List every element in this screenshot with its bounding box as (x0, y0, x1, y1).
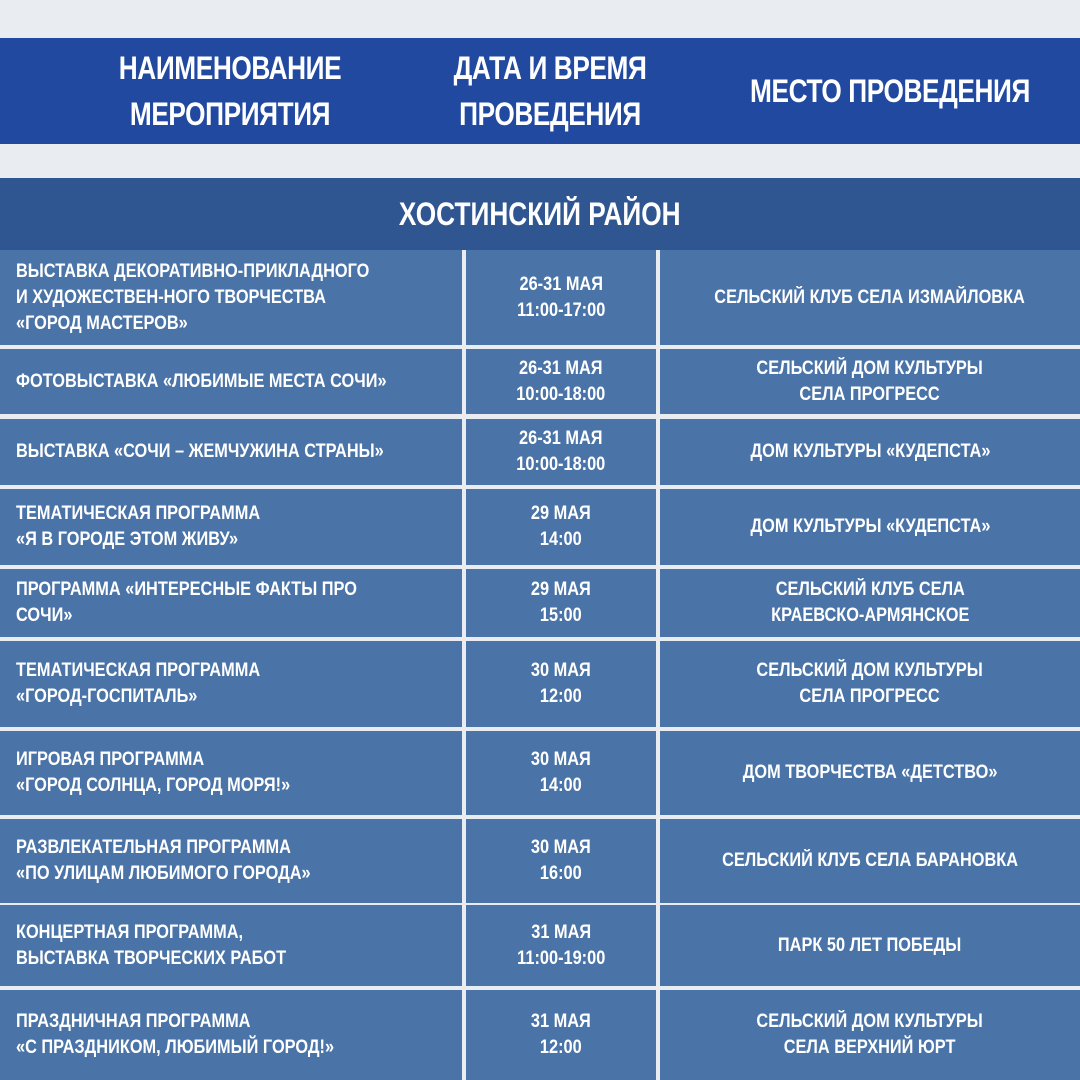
event-place-cell (660, 905, 1080, 986)
event-name-cell (0, 641, 462, 727)
event-name-cell (0, 905, 462, 986)
event-name-cell-text: РАЗВЛЕКАТЕЛЬНАЯ ПРОГРАММА «ПО УЛИЦАМ ЛЮБИМОГО ГОРОДА» (16, 837, 311, 884)
table-row (0, 419, 1080, 485)
event-date-cell (466, 905, 656, 986)
event-name-cell (0, 489, 462, 565)
event-name-cell-text: ВЫСТАВКА ДЕКОРАТИВНО-ПРИКЛАДНОГО И ХУДОЖЕСТВЕН-НОГО ТВОРЧЕСТВА «ГОРОД МАСТЕРОВ» (16, 260, 370, 334)
event-name-cell-text: ПРАЗДНИЧНАЯ ПРОГРАММА «С ПРАЗДНИКОМ, ЛЮБИМЫЙ ГОРОД!» (16, 1011, 335, 1058)
event-place-cell (660, 990, 1080, 1080)
event-place-cell (660, 819, 1080, 903)
event-date-cell (466, 349, 656, 414)
table-row (0, 641, 1080, 727)
event-date-cell-text: 26-31 МАЯ 11:00-17:00 (516, 273, 606, 321)
event-name-cell (0, 419, 462, 485)
event-place-cell-text: СЕЛЬСКИЙ КЛУБ СЕЛА КРАЕВСКО-АРМЯНСКОЕ (770, 579, 970, 626)
event-date-cell (466, 819, 656, 903)
event-date-cell-text: 31 МАЯ 12:00 (531, 1011, 591, 1058)
event-name-cell (0, 250, 462, 345)
event-place-cell (660, 489, 1080, 565)
event-date-cell (466, 731, 656, 815)
event-name-cell (0, 990, 462, 1080)
event-place-cell-text: СЕЛЬСКИЙ ДОМ КУЛЬТУРЫ СЕЛА ПРОГРЕСС (756, 660, 984, 707)
event-place-cell-text: СЕЛЬСКИЙ ДОМ КУЛЬТУРЫ СЕЛА ВЕРХНИЙ ЮРТ (756, 1011, 984, 1058)
table-row (0, 819, 1080, 903)
event-date-cell-text: 31 МАЯ 11:00-19:00 (516, 921, 606, 969)
district-title (0, 178, 1080, 250)
event-place-cell-text: СЕЛЬСКИЙ КЛУБ СЕЛА ИЗМАЙЛОВКА (714, 286, 1026, 308)
event-name-cell (0, 569, 462, 637)
table-row (0, 489, 1080, 565)
event-name-cell (0, 819, 462, 903)
event-date-cell (466, 419, 656, 485)
event-date-cell-text: 26-31 МАЯ 10:00-18:00 (516, 428, 606, 475)
table-row (0, 250, 1080, 345)
event-place-cell-text: ПАРК 50 ЛЕТ ПОБЕДЫ (778, 934, 962, 956)
header-col-name: НАИМЕНОВАНИЕ МЕРОПРИЯТИЯ (118, 50, 342, 132)
event-date-cell (466, 489, 656, 565)
event-date-cell-text: 30 МАЯ 12:00 (531, 660, 591, 707)
event-name-cell (0, 731, 462, 815)
event-date-cell-text: 29 МАЯ 14:00 (531, 503, 591, 550)
event-date-cell-text: 29 МАЯ 15:00 (531, 579, 591, 626)
event-name-cell-text: ТЕМАТИЧЕСКАЯ ПРОГРАММА «ГОРОД-ГОСПИТАЛЬ» (16, 660, 261, 707)
table-row (0, 905, 1080, 986)
event-name-cell-text: ТЕМАТИЧЕСКАЯ ПРОГРАММА «Я В ГОРОДЕ ЭТОМ ЖИВУ» (16, 503, 261, 550)
event-date-cell (466, 990, 656, 1080)
event-place-cell-text: СЕЛЬСКИЙ КЛУБ СЕЛА БАРАНОВКА (722, 850, 1018, 871)
event-name-cell-text: ВЫСТАВКА «СОЧИ – ЖЕМЧУЖИНА СТРАНЫ» (16, 441, 384, 462)
event-place-cell (660, 731, 1080, 815)
event-place-cell-text: СЕЛЬСКИЙ ДОМ КУЛЬТУРЫ СЕЛА ПРОГРЕСС (756, 357, 984, 405)
event-date-cell-text: 30 МАЯ 16:00 (531, 837, 591, 884)
event-place-cell (660, 419, 1080, 485)
events-table (0, 250, 1080, 1080)
event-date-cell (466, 250, 656, 345)
event-name-cell-text: ИГРОВАЯ ПРОГРАММА «ГОРОД СОЛНЦА, ГОРОД МОРЯ!» (16, 749, 291, 796)
table-row (0, 731, 1080, 815)
event-date-cell (466, 569, 656, 637)
event-place-cell (660, 569, 1080, 637)
header-col-place: МЕСТО ПРОВЕДЕНИЯ (750, 73, 1030, 109)
event-date-cell-text: 30 МАЯ 14:00 (531, 749, 591, 796)
table-header (0, 38, 1080, 144)
event-place-cell-text: ДОМ ТВОРЧЕСТВА «ДЕТСТВО» (742, 762, 998, 783)
event-place-cell (660, 250, 1080, 345)
event-place-cell-text: ДОМ КУЛЬТУРЫ «КУДЕПСТА» (750, 441, 990, 462)
event-name-cell-text: ПРОГРАММА «ИНТЕРЕСНЫЕ ФАКТЫ ПРО СОЧИ» (16, 579, 357, 626)
event-date-cell (466, 641, 656, 727)
table-row (0, 990, 1080, 1080)
event-place-cell (660, 349, 1080, 414)
event-name-cell (0, 349, 462, 414)
table-row (0, 349, 1080, 414)
table-row (0, 569, 1080, 637)
event-name-cell-text: КОНЦЕРТНАЯ ПРОГРАММА, ВЫСТАВКА ТВОРЧЕСКИХ РАБОТ (16, 921, 287, 969)
event-date-cell-text: 26-31 МАЯ 10:00-18:00 (516, 357, 606, 405)
header-col-date: ДАТА И ВРЕМЯ ПРОВЕДЕНИЯ (453, 50, 647, 132)
event-place-cell-text: ДОМ КУЛЬТУРЫ «КУДЕПСТА» (750, 516, 990, 537)
event-name-cell-text: ФОТОВЫСТАВКА «ЛЮБИМЫЕ МЕСТА СОЧИ» (16, 370, 387, 392)
district-title-text: ХОСТИНСКИЙ РАЙОН (399, 195, 681, 232)
event-place-cell (660, 641, 1080, 727)
